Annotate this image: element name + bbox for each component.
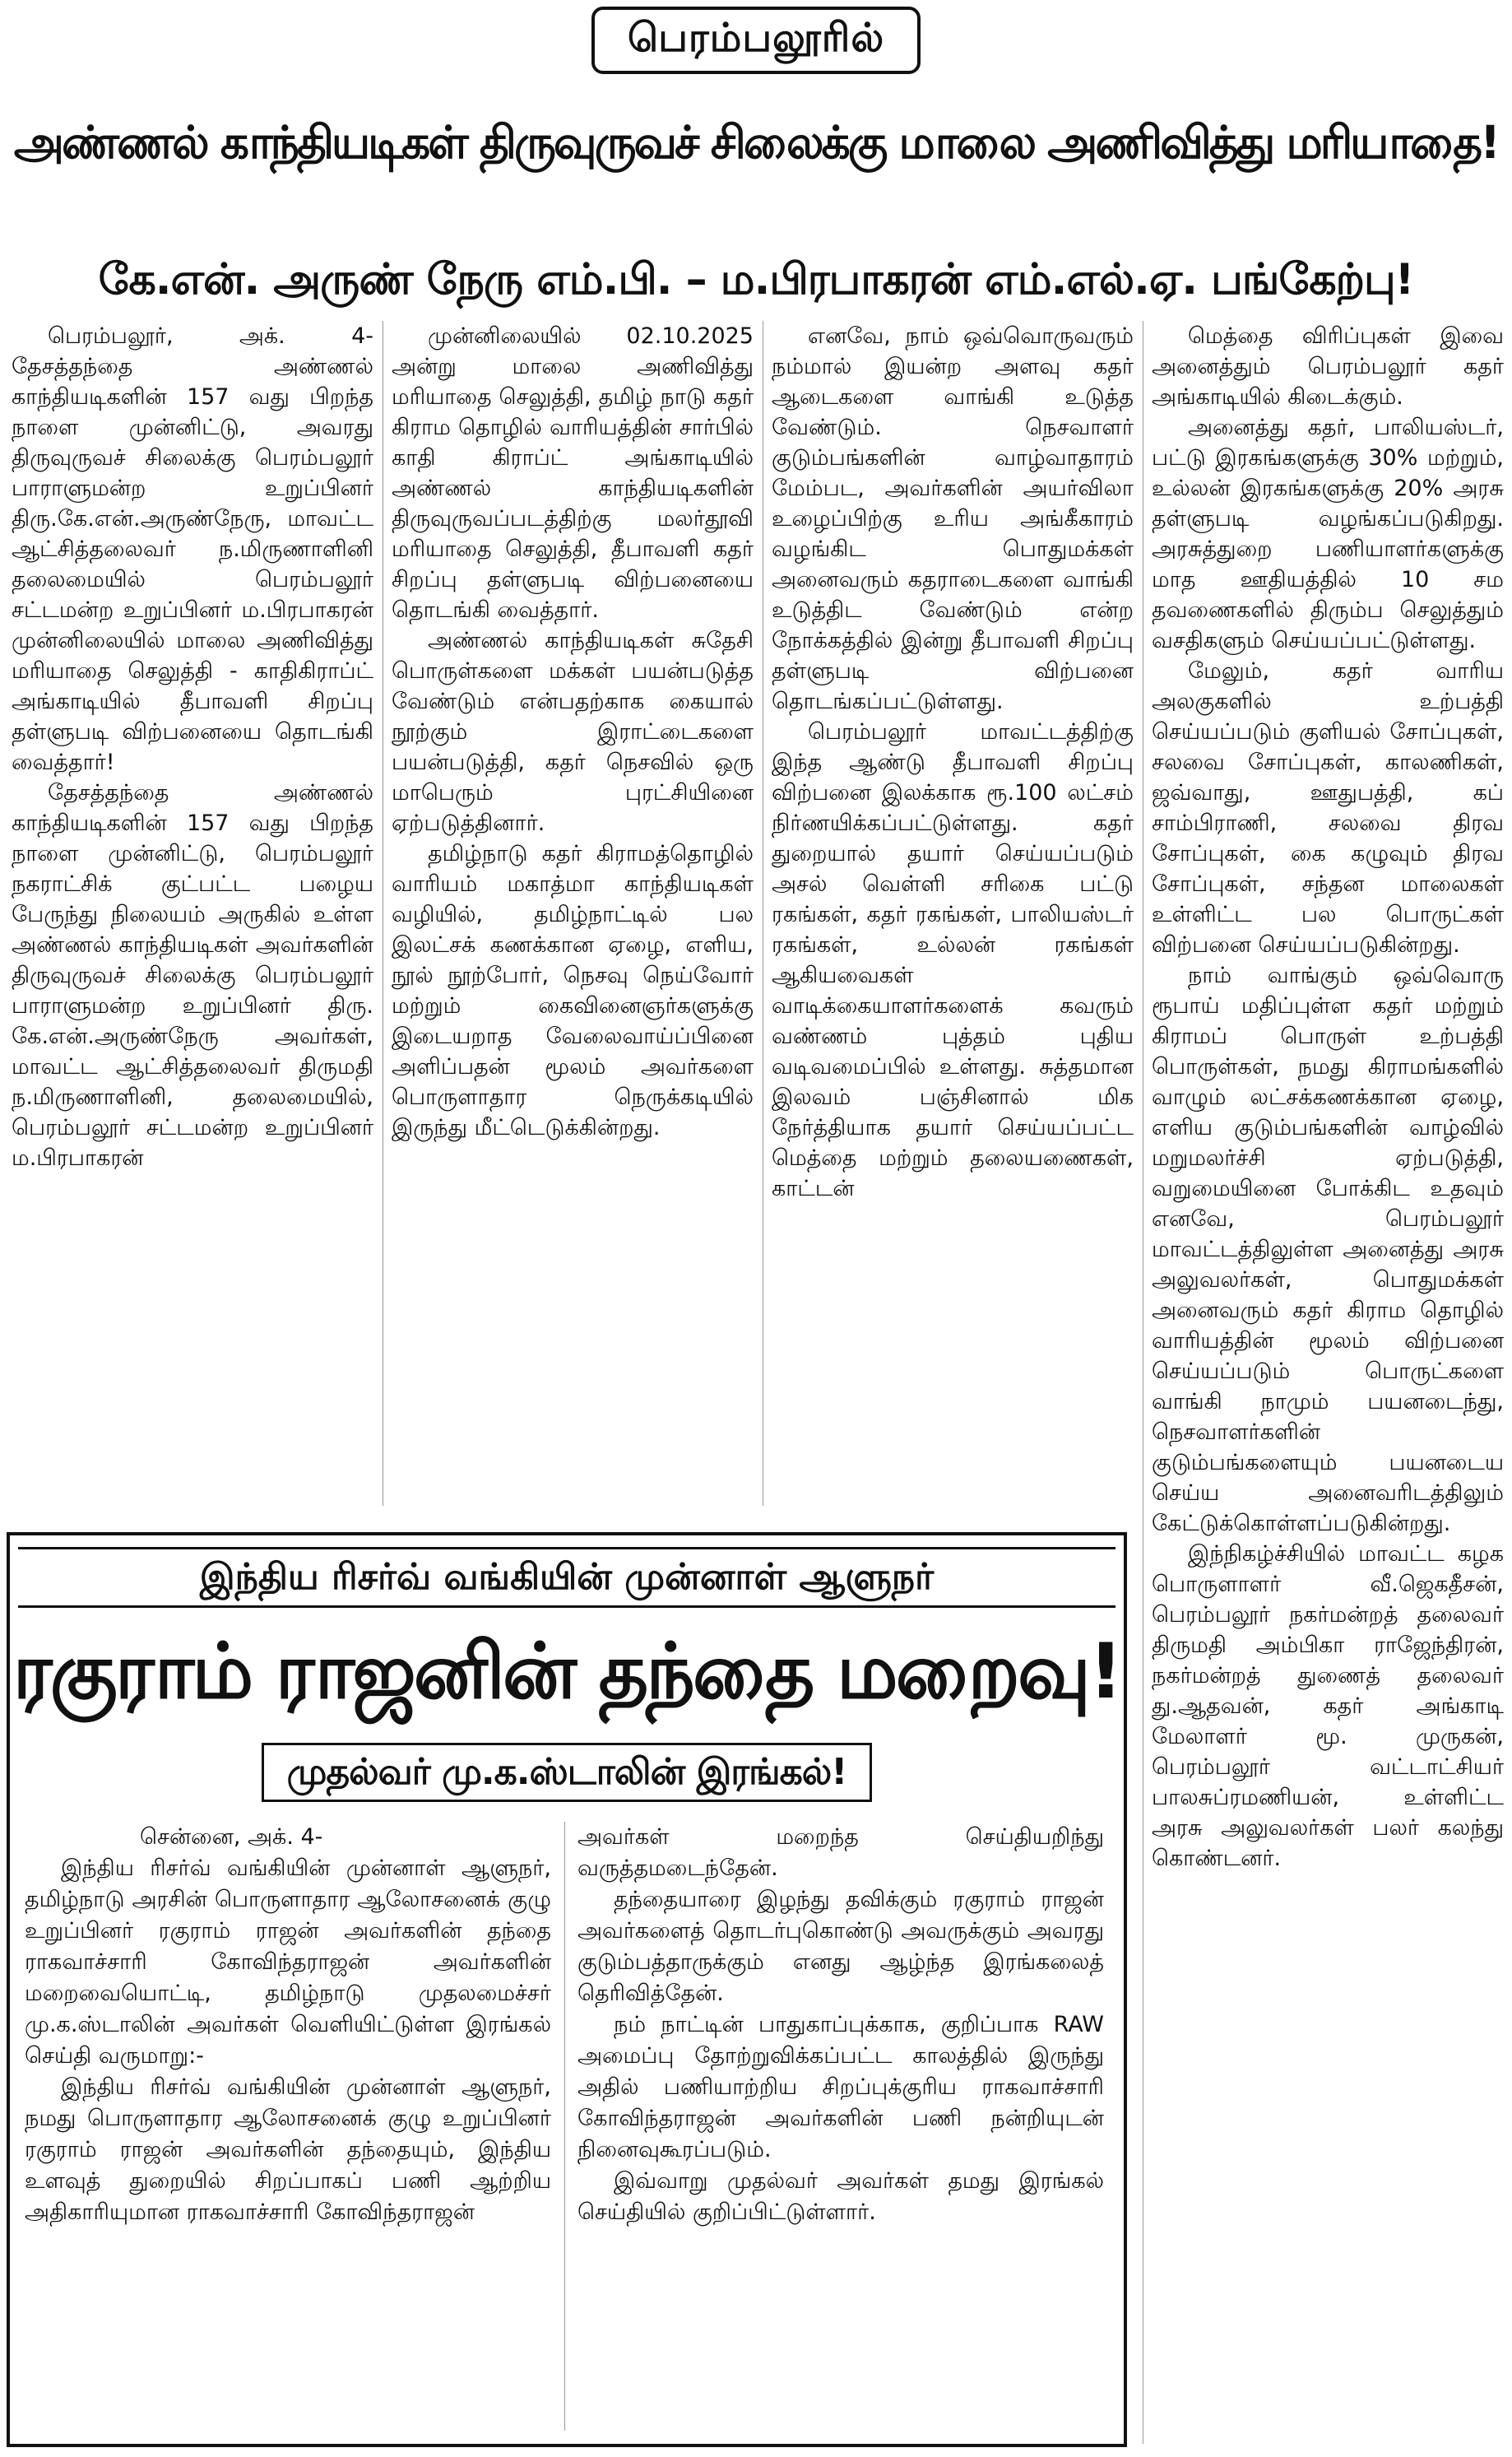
paragraph: அனைத்து கதர், பாலியஸ்டர், பட்டு இரகங்களுக்கு 30% மற்றும், உல்லன் இரகங்களுக்கு 20% அரசு தள்ளுபடி வழங்கப்படுகிறது. அரசுத்துறை பணியாளர்களுக்கு மாத ஊதியத்தில் 10 சம தவணைகளில் திரும்ப செலுத்தும் வசதிகளும் செய்யப்பட்டுள்ளது. (1152, 415, 1504, 653)
paragraph: நம் நாட்டின் பாதுகாப்புக்காக, குறிப்பாக RAW அமைப்பு தோற்றுவிக்கப்பட்ட காலத்தில் இருந்து அதில் பணியாற்றிய சிறப்புக்குரிய ராகவாச்சாரி கோவிந்தராஜன் அவர்களின் பணி நன்றியுடன் நினைவுகூரப்படும். (577, 2012, 1104, 2162)
article-column-3 (772, 321, 1134, 1506)
paragraph: நாம் வாங்கும் ஒவ்வொரு ரூபாய் மதிப்புள்ள கதர் மற்றும் கிராமப் பொருள் உற்பத்தி பொருள்கள், நமது கிராமங்களில் வாழும் லட்சக்கணக்கான ஏழை, எளிய குடும்பங்களின் வாழ்வில் மறுமலர்ச்சி ஏற்படுத்தி, வறுமையினை போக்கிட உதவும் எனவே, பெரம்பலூர் மாவட்டத்திலுள்ள அனைத்து அரசு அலுவலர்கள், பொதுமக்கள் அனைவரும் கதர் கிராம தொழில் வாரியத்தின் மூலம் விற்பனை செய்யப்படும் பொருட்களை வாங்கி நாமும் பயனடைந்து, நெசவாளர்களின் குடும்பங்களையும் பயனடைய செய்ய அனைவரிடத்திலும் கேட்டுக்கொள்ளப்படுகின்றது. (1152, 963, 1504, 1536)
paragraph: தேசத்தந்தை அண்ணல் காந்தியடிகளின் 157 வது பிறந்த நாளை முன்னிட்டு, பெரம்பலூர் நகராட்சிக் குட்பட்ட பழைய பேருந்து நிலையம் அருகில் உள்ள அண்ணல் காந்தியடிகள் அவர்களின் திருவுருவச் சிலைக்கு பெரம்பலூர் பாராளுமன்ற உறுப்பினர் திரு. கே.என்.அருண்நேரு அவர்கள், மாவட்ட ஆட்சித்தலைவர் திருமதி ந.மிருணாளினி, தலைமையில், பெரம்பலூர் சட்டமன்ற உறுப்பினர் ம.பிரபாகரன் (12, 780, 373, 1171)
paragraph: எனவே, நாம் ஒவ்வொருவரும் நம்மால் இயன்ற அளவு கதர் ஆடைகளை வாங்கி உடுத்த வேண்டும். நெசவாளர் குடும்பங்களின் வாழ்வாதாரம் மேம்பட, அவர்களின் அயர்விலா உழைப்பிற்கு உரிய அங்கீகாரம் வழங்கிட பொதுமக்கள் அனைவரும் கதராடைகளை வாங்கி உடுத்திட வேண்டும் என்ற நோக்கத்தில் இன்று தீபாவளி சிறப்பு தள்ளுபடி விற்பனை தொடங்கப்பட்டுள்ளது. (772, 323, 1134, 714)
box-column-2 (577, 1822, 1104, 2439)
article-kicker: பெரம்பலூரில் (591, 7, 921, 74)
box-headline: ரகுராம் ராஜனின் தந்தை மறைவு! (12, 1627, 1121, 1716)
box-column-1 (25, 1822, 551, 2439)
paragraph: பெரம்பலூர், அக். 4- தேசத்தந்தை அண்ணல் காந்தியடிகளின் 157 வது பிறந்த நாளை முன்னிட்டு, அவரது திருவுருவச் சிலைக்கு பெரம்பலூர் பாராளுமன்ற உறுப்பினர் திரு.கே.என்.அருண்நேரு, மாவட்ட ஆட்சித்தலைவர் ந.மிருணாளினி தலைமையில் பெரம்பலூர் சட்டமன்ற உறுப்பினர் ம.பிரபாகரன் முன்னிலையில் மாலை அணிவித்து மரியாதை செலுத்தி - காதிகிராப்ட் அங்காடியில் தீபாவளி சிறப்பு தள்ளுபடி விற்பனையை தொடங்கி வைத்தார்! (12, 323, 373, 775)
paragraph: முன்னிலையில் 02.10.2025 அன்று மாலை அணிவித்து மரியாதை செலுத்தி, தமிழ் நாடு கதர் கிராம தொழில் வாரியத்தின் சார்பில் காதி கிராப்ட் அங்காடியில் அண்ணல் காந்தியடிகளின் திருவுருவப்படத்திற்கு மலர்தூவி மரியாதை செலுத்தி, தீபாவளி கதர் சிறப்பு தள்ளுபடி விற்பனையை தொடங்கி வைத்தார். (392, 323, 754, 623)
article-kicker-wrap (0, 7, 1512, 74)
paragraph: இந்திய ரிசர்வ் வங்கியின் முன்னாள் ஆளுநர், தமிழ்நாடு அரசின் பொருளாதார ஆலோசனைக் குழு உறுப்பினர் ரகுராம் ராஜன் அவர்களின் தந்தை ராகவாச்சாரி கோவிந்தராஜன் அவர்களின் மறைவையொட்டி, தமிழ்நாடு முதலமைச்சர் மு.க.ஸ்டாலின் அவர்கள் வெளியிட்டுள்ள இரங்கல் செய்தி வருமாறு:- (25, 1856, 551, 2069)
paragraph: இந்திய ரிசர்வ் வங்கியின் முன்னாள் ஆளுநர், நமது பொருளாதார ஆலோசனைக் குழு உறுப்பினர் ரகுராம் ராஜன் அவர்களின் தந்தையும், இந்திய உளவுத் துறையில் சிறப்பாகப் பணி ஆற்றிய அதிகாரியுமான ராகவாச்சாரி கோவிந்தராஜன் (25, 2074, 551, 2225)
condolence-news-box (7, 1532, 1127, 2447)
box-kicker: இந்திய ரிசர்வ் வங்கியின் முன்னாள் ஆளுநர் (18, 1547, 1115, 1608)
paragraph: பெரம்பலூர் மாவட்டத்திற்கு இந்த ஆண்டு தீபாவளி சிறப்பு விற்பனை இலக்காக ரூ.100 லட்சம் நிர்ணயிக்கப்பட்டுள்ளது. கதர் துறையால் தயார் செய்யப்படும் அசல் வெள்ளி சரிகை பட்டு ரகங்கள், கதர் ரகங்கள், பாலியஸ்டர் ரகங்கள், உல்லன் ரகங்கள் ஆகியவைகள் வாடிக்கையாளர்களைக் கவரும் வண்ணம் புத்தம் புதிய வடிவமைப்பில் உள்ளது. சுத்தமான இலவம் பஞ்சினால் மிக நேர்த்தியாக தயார் செய்யப்பட்ட மெத்தை மற்றும் தலையணைகள், காட்டன் (772, 719, 1134, 1201)
dateline: சென்னை, அக். 4- (140, 1824, 323, 1850)
box-subhead: முதல்வர் மு.க.ஸ்டாலின் இரங்கல்! (262, 1743, 873, 1802)
paragraph: அண்ணல் காந்தியடிகள் சுதேசி பொருள்களை மக்கள் பயன்படுத்த வேண்டும் என்பதற்காக கையால் நூற்கும் இராட்டைகளை பயன்படுத்தி, கதர் நெசவில் ஒரு மாபெரும் புரட்சியினை ஏற்படுத்தினார். (392, 628, 754, 836)
paragraph: அவர்கள் மறைந்த செய்தியறிந்து வருத்தமடைந்தேன். (577, 1824, 1104, 1881)
column-divider (564, 1822, 565, 2431)
article-headline: அண்ணல் காந்தியடிகள் திருவுருவச் சிலைக்கு மாலை அணிவித்து மரியாதை! (13, 116, 1499, 169)
paragraph: இந்நிகழ்ச்சியில் மாவட்ட கழக பொருளாளர் வீ.ஜெகதீசன், பெரம்பலூர் நகர்மன்றத் தலைவர் திருமதி அம்பிகா ராஜேந்திரன், நகர்மன்றத் துணைத் தலைவர் து.ஆதவன், கதர் அங்காடி மேலாளர் மூ. முருகன், பெரம்பலூர் வட்டாட்சியர் பாலசுப்ரமணியன், உள்ளிட்ட அரசு அலுவலர்கள் பலர் கலந்து கொண்டனர். (1152, 1541, 1504, 1871)
paragraph: மேலும், கதர் வாரிய அலகுகளில் உற்பத்தி செய்யப்படும் குளியல் சோப்புகள், சலவை சோப்புகள், காலணிகள், ஜவ்வாது, ஊதுபத்தி, கப் சாம்பிராணி, சலவை திரவ சோப்புகள், கை கழுவும் திரவ சோப்புகள், சந்தன மாலைகள் உள்ளிட்ட பல பொருட்கள் விற்பனை செய்யப்படுகின்றது. (1152, 658, 1504, 958)
article-subhead: கே.என். அருண் நேரு எம்.பி. – ம.பிரபாகரன் எம்.எல்.ஏ. பங்கேற்பு! (98, 255, 1414, 304)
box-subhead-wrap (10, 1743, 1124, 1802)
article-column-2 (392, 321, 754, 1506)
paragraph: தமிழ்நாடு கதர் கிராமத்தொழில் வாரியம் மகாத்மா காந்தியடிகள் வழியில், தமிழ்நாட்டில் பல இலட்சக் கணக்கான ஏழை, எளிய, நூல் நூற்போர், நெசவு நெய்வோர் மற்றும் கைவினைஞர்களுக்கு இடையறாத வேலைவாய்ப்பினை அளிப்பதன் மூலம் அவர்களை பொருளாதார நெருக்கடியில் இருந்து மீட்டெடுக்கின்றது. (392, 841, 754, 1140)
article-column-4 (1152, 321, 1504, 2444)
paragraph: மெத்தை விரிப்புகள் இவை அனைத்தும் பெரம்பலூர் கதர் அங்காடியில் கிடைக்கும். (1152, 323, 1504, 410)
paragraph: தந்தையாரை இழந்து தவிக்கும் ரகுராம் ராஜன் அவர்களைத் தொடர்புகொண்டு அவருக்கும் அவரது குடும்பத்தாருக்கும் எனது ஆழ்ந்த இரங்கலைத் தெரிவித்தேன். (577, 1887, 1104, 2006)
paragraph: இவ்வாறு முதல்வர் அவர்கள் தமது இரங்கல் செய்தியில் குறிப்பிட்டுள்ளார். (577, 2168, 1104, 2225)
article-column-1 (12, 321, 373, 1506)
